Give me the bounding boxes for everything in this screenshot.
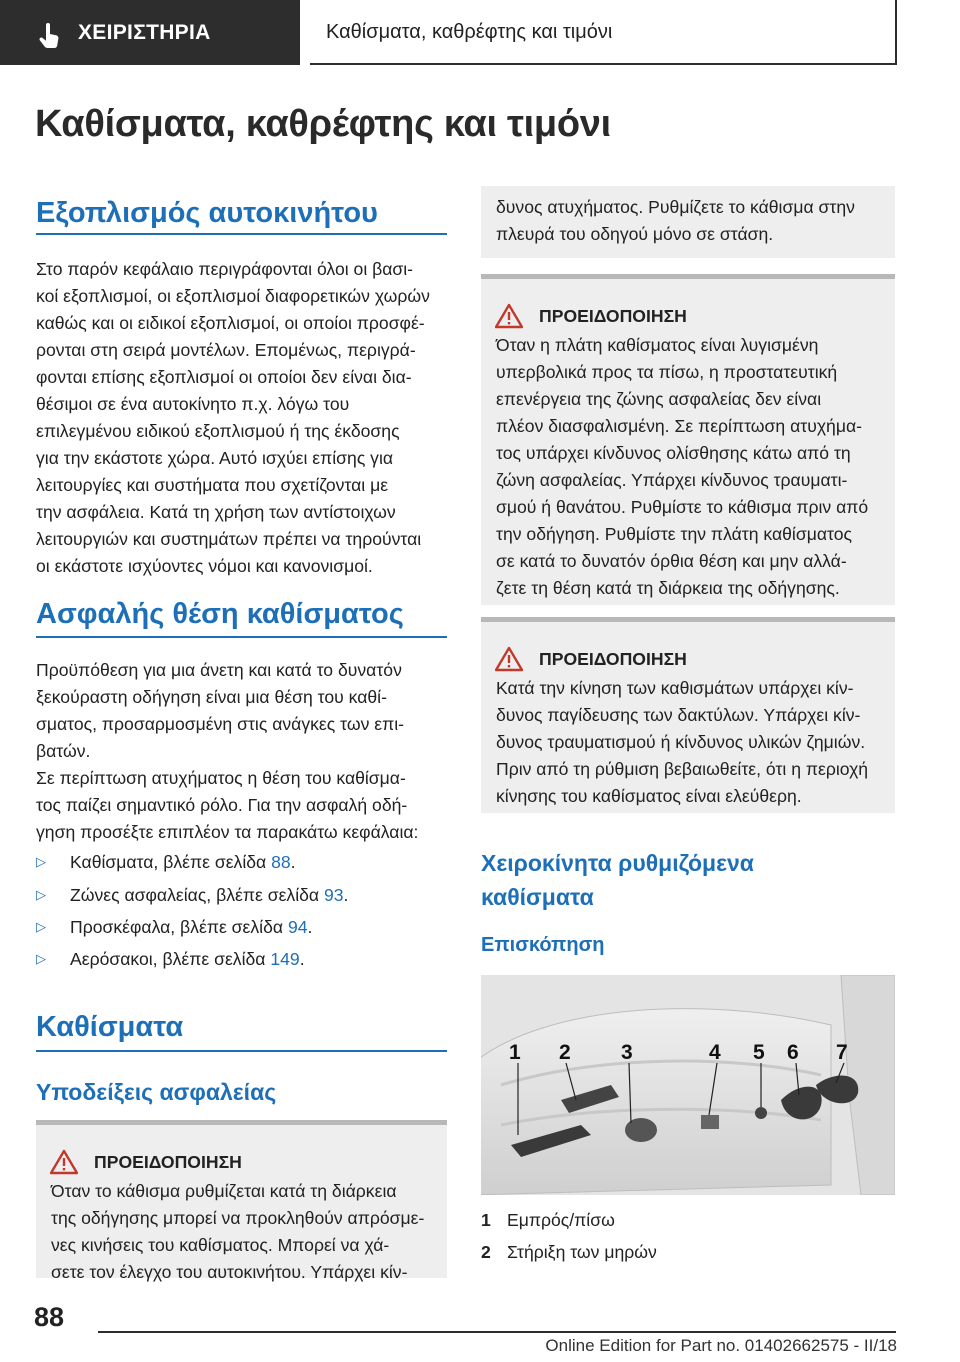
header-chapter-box <box>310 0 897 65</box>
text-line: γηση προσέξτε επιπλέον τα παρακάτω κεφάλαια: <box>36 822 419 842</box>
heading-rule <box>36 1050 447 1052</box>
text-line: οι εκάστοτε ισχύοντες νόμοι και κανονισμοί. <box>36 556 373 576</box>
warning-box <box>481 274 895 605</box>
triangle-bullet-icon: ▷ <box>36 919 46 934</box>
figure-callout: 6 <box>787 1041 799 1064</box>
warning-text <box>51 1178 424 1286</box>
warning-triangle-icon <box>495 303 523 329</box>
text-line: πλέον διασφαλισμένη. Σε περίπτωση ατυχήμα- <box>496 416 863 436</box>
page-link[interactable]: 94 <box>287 917 308 937</box>
figure-callout: 3 <box>621 1041 633 1064</box>
heading-seats: Καθίσματα <box>36 1011 184 1043</box>
list-item: ▷ Αερόσακοι, βλέπε σελίδα 149. <box>36 945 305 973</box>
page-link[interactable]: 93 <box>323 885 344 905</box>
figure-callout: 4 <box>709 1041 721 1064</box>
legend-number: 2 <box>481 1242 491 1262</box>
text-line: θέσιμοι σε ένα αυτοκίνητο π.χ. λόγω του <box>36 394 350 414</box>
text-line: κοί εξοπλισμοί, οι εξοπλισμοί διαφορετικών χωρών <box>36 286 430 306</box>
text-line: Όταν το κάθισμα ρυθμίζεται κατά τη διάρκεια <box>51 1181 397 1201</box>
page-number: 88 <box>34 1302 65 1332</box>
subheading-safety-notes: Υποδείξεις ασφαλείας <box>36 1079 277 1105</box>
figure-callout: 5 <box>753 1041 765 1064</box>
text-line: τος υπάρχει κίνδυνος ολίσθησης κάτω από τη <box>496 443 851 463</box>
heading-rule <box>36 233 447 235</box>
text-line: την ασφάλεια. Κατά τη χρήση των αντίστοιχων <box>36 502 396 522</box>
triangle-bullet-icon: ▷ <box>36 887 46 902</box>
text-line: επενέργεια της ζώνης ασφαλείας δεν είναι <box>496 389 822 409</box>
safe-position-paragraph-1 <box>36 657 404 765</box>
text-line: Προϋπόθεση για μια άνετη και κατά το δυνατόν <box>36 660 402 680</box>
page-title: Καθίσματα, καθρέφτης και τιμόνι <box>35 103 611 145</box>
text-line: επιλεγμένου ειδικού εξοπλισμού ή της έκδοσης <box>36 421 400 441</box>
heading-line: καθίσματα <box>481 884 594 910</box>
equipment-paragraph <box>36 256 430 580</box>
heading-rule <box>36 636 447 638</box>
text-line: Πριν από τη ρύθμιση βεβαιωθείτε, ότι η περιοχή <box>496 759 869 779</box>
text-line: λειτουργιών και συστημάτων πρέπει να τηρούνται <box>36 529 422 549</box>
header-section-label: ΧΕΙΡΙΣΤΗΡΙΑ <box>78 21 211 44</box>
warning-box-continued <box>481 186 895 258</box>
heading-safe-position: Ασφαλής θέση καθίσματος <box>36 598 404 630</box>
text-line: ζώνη ασφαλείας. Υπάρχει κίνδυνος τραυματι- <box>496 470 848 490</box>
text-line: σματος, προσαρμοσμένη στις ανάγκες των επι- <box>36 714 405 734</box>
text-line: φονται επίσης εξοπλισμοί οι οποίοι δεν είναι δια- <box>36 367 412 387</box>
text-line: ζετε τη θέση κατά τη διάρκεια της οδήγησης. <box>496 578 840 598</box>
page-link[interactable]: 88 <box>271 852 291 872</box>
footer-edition: Online Edition for Part no. 01402662575 - II/18 <box>545 1336 897 1355</box>
text-line: λειτουργίες και συστήματα που σχετίζονται με <box>36 475 389 495</box>
text-line: ρονται στη σειρά μοντέλων. Επομένως, περιγρά- <box>36 340 416 360</box>
legend-text: Εμπρός/πίσω <box>507 1210 615 1230</box>
text-line: ξεκούραστη οδήγηση είναι μια θέση του καθί- <box>36 687 387 707</box>
text-line: δυνος παγίδευσης των δακτύλων. Υπάρχει κίν- <box>496 705 861 725</box>
text-line: τος παίζει σημαντικό ρόλο. Για την ασφαλή οδή- <box>36 795 408 815</box>
hand-pointer-icon <box>36 22 64 50</box>
text-line: σετε τον έλεγχο του αυτοκινήτου. Υπάρχει κίν- <box>51 1262 408 1282</box>
warning-text <box>496 675 868 810</box>
text-line: καθώς και οι ειδικοί εξοπλισμοί, οι οποίοι προσφέ- <box>36 313 425 333</box>
text-line: πλευρά του οδηγού μόνο σε στάση. <box>496 224 774 244</box>
figure-callout: 1 <box>509 1041 521 1064</box>
warning-triangle-icon <box>50 1149 78 1175</box>
legend-number: 1 <box>481 1210 491 1230</box>
text-line: υπερβολικά προς τα πίσω, η προστατευτική <box>496 362 838 382</box>
text-line: της οδήγησης μπορεί να προκληθούν απρόσμε- <box>51 1208 425 1228</box>
heading-manual-seats <box>481 846 754 914</box>
safe-position-paragraph-2 <box>36 765 418 846</box>
text-line: Όταν η πλάτη καθίσματος είναι λυγισμένη <box>496 335 819 355</box>
figure-callout: 7 <box>836 1041 848 1064</box>
list-item: ▷ Προσκέφαλα, βλέπε σελίδα 94. <box>36 913 312 941</box>
legend-text: Στήριξη των μηρών <box>507 1242 657 1262</box>
warning-text <box>496 332 868 602</box>
text-line: σε κατά το δυνατόν όρθια θέση και μην αλλά- <box>496 551 847 571</box>
list-item: ▷ Ζώνες ασφαλείας, βλέπε σελίδα 93. <box>36 881 348 909</box>
text-line: Κατά την κίνηση των καθισμάτων υπάρχει κίν- <box>496 678 854 698</box>
warning-triangle-icon <box>495 646 523 672</box>
warning-title: ΠΡΟΕΙΔΟΠΟΙΗΣΗ <box>539 649 687 669</box>
text-line: για την εκάστοτε χώρα. Αυτό ισχύει επίσης για <box>36 448 394 468</box>
heading-line: Χειροκίνητα ρυθμιζόμενα <box>481 850 754 876</box>
triangle-bullet-icon: ▷ <box>36 854 46 869</box>
warning-title: ΠΡΟΕΙΔΟΠΟΙΗΣΗ <box>94 1152 242 1172</box>
text-line: κίνησης του καθίσματος είναι ελεύθερη. <box>496 786 802 806</box>
page-link[interactable]: 149 <box>270 949 300 969</box>
list-item: ▷ Καθίσματα, βλέπε σελίδα 88. <box>36 848 296 876</box>
heading-equipment: Εξοπλισμός αυτοκινήτου <box>36 197 378 229</box>
text-line: δυνος τραυματισμού ή κίνδυνος υλικών ζημιών. <box>496 732 866 752</box>
text-line: δυνος ατυχήματος. Ρυθμίζετε το κάθισμα στην <box>496 197 855 217</box>
header-section-tab <box>0 0 300 65</box>
warning-text <box>496 194 855 248</box>
header-chapter-label: Καθίσματα, καθρέφτης και τιμόνι <box>326 21 613 43</box>
seat-controls-figure <box>481 975 895 1195</box>
text-line: την οδήγηση. Ρυθμίστε την πλάτη καθίσματος <box>496 524 852 544</box>
warning-title: ΠΡΟΕΙΔΟΠΟΙΗΣΗ <box>539 306 687 326</box>
triangle-bullet-icon: ▷ <box>36 951 46 966</box>
warning-box <box>481 617 895 813</box>
footer-rule <box>98 1331 896 1333</box>
text-line: Σε περίπτωση ατυχήματος η θέση του καθίσμα- <box>36 768 406 788</box>
text-line: νες κινήσεις του καθίσματος. Μπορεί να χά- <box>51 1235 390 1255</box>
warning-box <box>36 1120 447 1282</box>
subheading-overview: Επισκόπηση <box>481 934 605 956</box>
figure-callout: 2 <box>559 1041 571 1064</box>
text-line: Στο παρόν κεφάλαιο περιγράφονται όλοι οι βασι- <box>36 259 414 279</box>
text-line: βατών. <box>36 741 91 761</box>
text-line: σμού ή θανάτου. Ρυθμίστε το κάθισμα πριν από <box>496 497 869 517</box>
